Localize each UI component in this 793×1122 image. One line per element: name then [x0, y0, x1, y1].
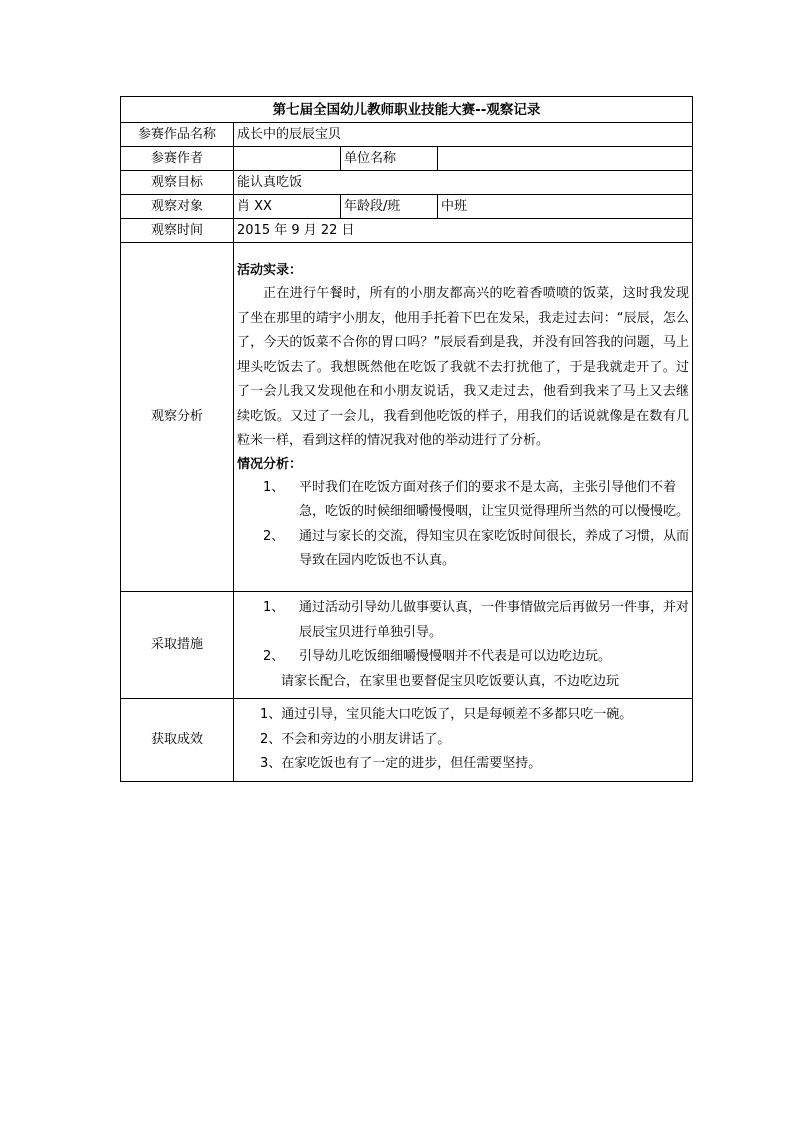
age-group-value: 中班	[438, 195, 693, 219]
measure-item-number: 1、	[263, 600, 285, 615]
time-label: 观察时间	[121, 219, 234, 243]
time-value: 2015 年 9 月 22 日	[234, 219, 693, 243]
record-text: 正在进行午餐时，所有的小朋友都高兴的吃着香喷喷的饭菜，这时我发现了坐在那里的靖宇小朋友，他用手托着下巴在发呆，我走过去问：“辰辰，怎么了，今天的饭菜不合你的胃口吗？”辰辰看到是我，并没有回答我的问题，马上埋头吃饭去了。我想既然他在吃饭了我就不去打扰他了，于是我就走开了。过了一会儿我又发现他在和小朋友说话，我又走过去，他看到我来了马上又去继续吃饭。又过了一会儿，我看到他吃饭的样子，用我们的话说就像是在数有几粒米一样，看到这样的情况我对他的举动进行了分析。	[237, 286, 690, 449]
goal-label: 观察目标	[121, 171, 234, 195]
goal-value: 能认真吃饭	[234, 171, 693, 195]
measures-label: 采取措施	[121, 592, 234, 699]
result-item: 3、在家吃饭也有了一定的进步，但任需要坚持。	[260, 756, 542, 771]
record-heading: 活动实录：	[237, 263, 303, 279]
unit-name-label: 单位名称	[341, 147, 438, 171]
results-cell	[234, 699, 693, 782]
subject-label: 观察对象	[121, 195, 234, 219]
measure-item	[237, 596, 689, 645]
measure-item	[237, 645, 689, 670]
analysis-cell	[234, 243, 693, 592]
situation-item-text: 平时我们在吃饭方面对孩子们的要求不是太高，主张引导他们不着急，吃饭的时候细细嚼慢慢咽，让宝贝觉得理所当然的可以慢慢吃。	[299, 479, 690, 520]
record-title: 第七届全国幼儿教师职业技能大赛--观察记录	[121, 97, 693, 123]
situation-heading: 情况分析：	[237, 456, 303, 472]
situation-item-number: 2、	[263, 528, 285, 544]
analysis-label: 观察分析	[121, 243, 234, 592]
results-label: 获取成效	[121, 699, 234, 782]
measure-item-number: 2、	[263, 649, 285, 664]
work-name-label: 参赛作品名称	[121, 123, 234, 147]
situation-item-number: 1、	[263, 479, 285, 495]
situation-item	[237, 476, 689, 525]
observation-record-table	[120, 96, 693, 782]
situation-item	[237, 525, 689, 574]
author-value	[234, 147, 341, 171]
age-group-label: 年龄段/班	[341, 195, 438, 219]
subject-value: 肖 XX	[234, 195, 341, 219]
unit-name-value	[438, 147, 693, 171]
measure-extra: 请家长配合，在家里也要督促宝贝吃饭要认真，不边吃边玩	[281, 673, 620, 689]
measure-item-text: 通过活动引导幼儿做事要认真，一件事情做完后再做另一件事，并对辰辰宝贝进行单独引导。	[299, 600, 690, 640]
situation-item-text: 通过与家长的交流，得知宝贝在家吃饭时间很长，养成了习惯，从而导致在园内吃饭也不认真。	[299, 528, 690, 569]
result-item: 2、不会和旁边的小朋友讲话了。	[260, 731, 451, 747]
measure-item-text: 引导幼儿吃饭细细嚼慢慢咽并不代表是可以边吃边玩。	[299, 649, 612, 664]
result-item: 1、通过引导，宝贝能大口吃饭了，只是每顿差不多都只吃一碗。	[260, 707, 633, 722]
measures-cell	[234, 592, 693, 699]
work-name-value: 成长中的辰辰宝贝	[234, 123, 693, 147]
author-label: 参赛作者	[121, 147, 234, 171]
